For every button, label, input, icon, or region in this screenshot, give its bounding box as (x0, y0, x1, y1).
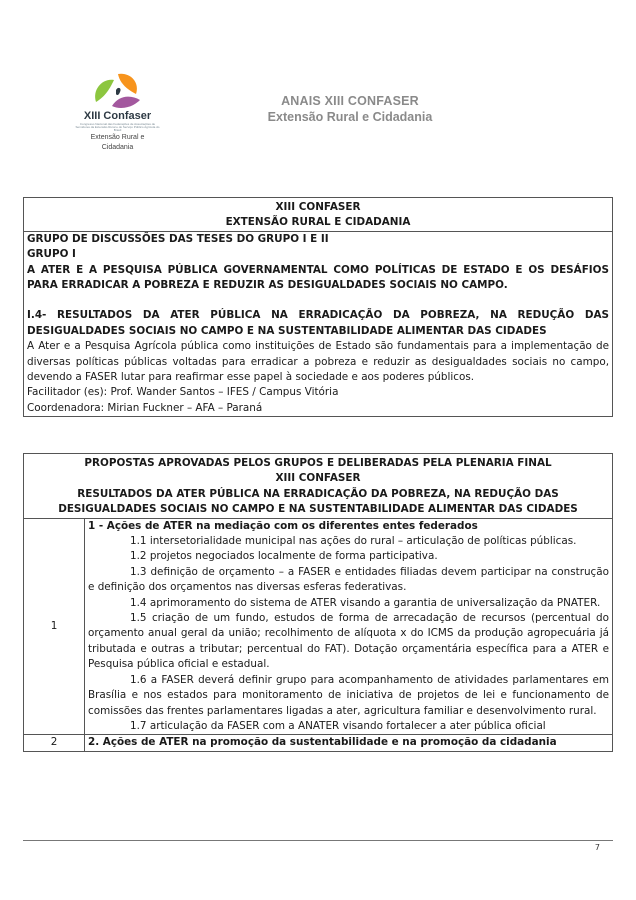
list-item: 1.1 intersetorialidade municipal nas ações do rural – articulação de políticas públicas. (130, 535, 577, 548)
header-title-line2: Extensão Rural e Cidadania (267, 110, 433, 124)
list-item: 1.4 aprimoramento do sistema de ATER visando a garantia de universalização da PNATER. (130, 596, 601, 609)
proposals-heading (24, 454, 613, 519)
group-info-body (24, 231, 613, 416)
list-item: 1.3 definição de orçamento – a FASER e entidades filiadas devem participar na construção e definição dos orçamentos nas diversas esferas federativas. (88, 565, 609, 594)
row-title: 1 - Ações de ATER na mediação com os diferentes entes federados (88, 519, 478, 532)
proposals-heading-line3: RESULTADOS DA ATER PÚBLICA NA ERRADICAÇÃO DA POBREZA, NA REDUÇÃO DAS DESIGUALDADES SOCIAIS NO CAMPO E NA SUSTENTABILIDADE ALIMENTAR DAS CIDADES (58, 487, 578, 516)
group-line2: GRUPO I (27, 248, 76, 261)
row-title: 2. Ações de ATER na promoção da sustentabilidade e na promoção da cidadania (85, 735, 613, 751)
row-content (85, 518, 613, 735)
header-title-line1: ANAIS XIII CONFASER (281, 94, 419, 108)
heading-line1: XIII CONFASER (275, 201, 361, 213)
list-item: 1.6 a FASER deverá definir grupo para acompanhamento de atividades parlamentares em Brasília e nos estados para monitoramento de iniciativa de projetos de lei e funcionamento de comissões das frentes parlamentares ligadas a ater, agricultura familiar e desenvolvimento rural. (88, 673, 609, 717)
group-info-table (23, 197, 613, 417)
logo-subtitle-line2: Cidadania (101, 144, 134, 151)
proposals-table (23, 453, 613, 752)
footer-divider (23, 840, 613, 841)
row-number: 2 (24, 735, 85, 751)
facilitator: Facilitador (es): Prof. Wander Santos – IFES / Campus Vitória (27, 386, 339, 399)
section-title: I.4- RESULTADOS DA ATER PÚBLICA NA ERRADICAÇÃO DA POBREZA, NA REDUÇÃO DAS DESIGUALDADES SOCIAIS NO CAMPO E NA SUSTENTABILIDADE ALIMENTAR DAS CIDADES (27, 309, 609, 337)
page-header-title (200, 94, 500, 124)
confaser-leaf-icon (88, 70, 148, 110)
heading-line2: EXTENSÃO RURAL E CIDADANIA (225, 216, 411, 229)
logo-subtitle-line1: Extensão Rural e (90, 134, 145, 141)
proposals-heading-line1: PROPOSTAS APROVADAS PELOS GRUPOS E DELIBERADAS PELA PLENARIA FINAL (84, 457, 552, 469)
logo-title: XIII Confaser (83, 110, 152, 122)
table-row (24, 735, 613, 751)
row-number: 1 (24, 518, 85, 735)
page-number: 7 (594, 843, 600, 852)
list-item: 1.7 articulação da FASER com a ANATER visando fortalecer a ater pública oficial (130, 719, 546, 732)
section-text: A Ater e a Pesquisa Agrícola pública como instituições de Estado são fundamentais para a implementação de diversas políticas públicas voltadas para erradicar a pobreza e reduzir as desigualdades sociais no campo, devendo a FASER lutar para reafirmar esse papel à sociedade e aos poderes públicos. (27, 340, 609, 384)
group-line1: GRUPO DE DISCUSSÕES DAS TESES DO GRUPO I E II (27, 232, 329, 245)
list-item: 1.2 projetos negociados localmente de forma participativa. (130, 550, 438, 563)
list-item: 1.5 criação de um fundo, estudos de forma de arrecadação de recursos (percentual do orçamento anual geral da união; recolhimento de alíquota x do ICMS da produção agropecuária já tributada e outras a tributar; percentual do FAT). Dotação orçamentária específica para a ATER e Pesquisa pública oficial e estadual. (88, 612, 609, 671)
confaser-logo (70, 70, 165, 152)
logo-tagline: Congresso Nacional das Federações de Associações de Servidores da Extensão Rural e do Serviço Público Agrícola do Brasil (75, 123, 160, 132)
proposals-heading-line2: XIII CONFASER (275, 472, 361, 485)
group-info-heading (24, 198, 613, 232)
table-row (24, 518, 613, 735)
group-theme: A ATER E A PESQUISA PÚBLICA GOVERNAMENTAL COMO POLÍTICAS DE ESTADO E OS DESÁFIOS PARA ERRADICAR A POBREZA E REDUZIR AS DESIGUALDADES SOCIAIS NO CAMPO. (27, 263, 609, 292)
coordinator: Coordenadora: Mirian Fuckner – AFA – Paraná (27, 401, 263, 414)
